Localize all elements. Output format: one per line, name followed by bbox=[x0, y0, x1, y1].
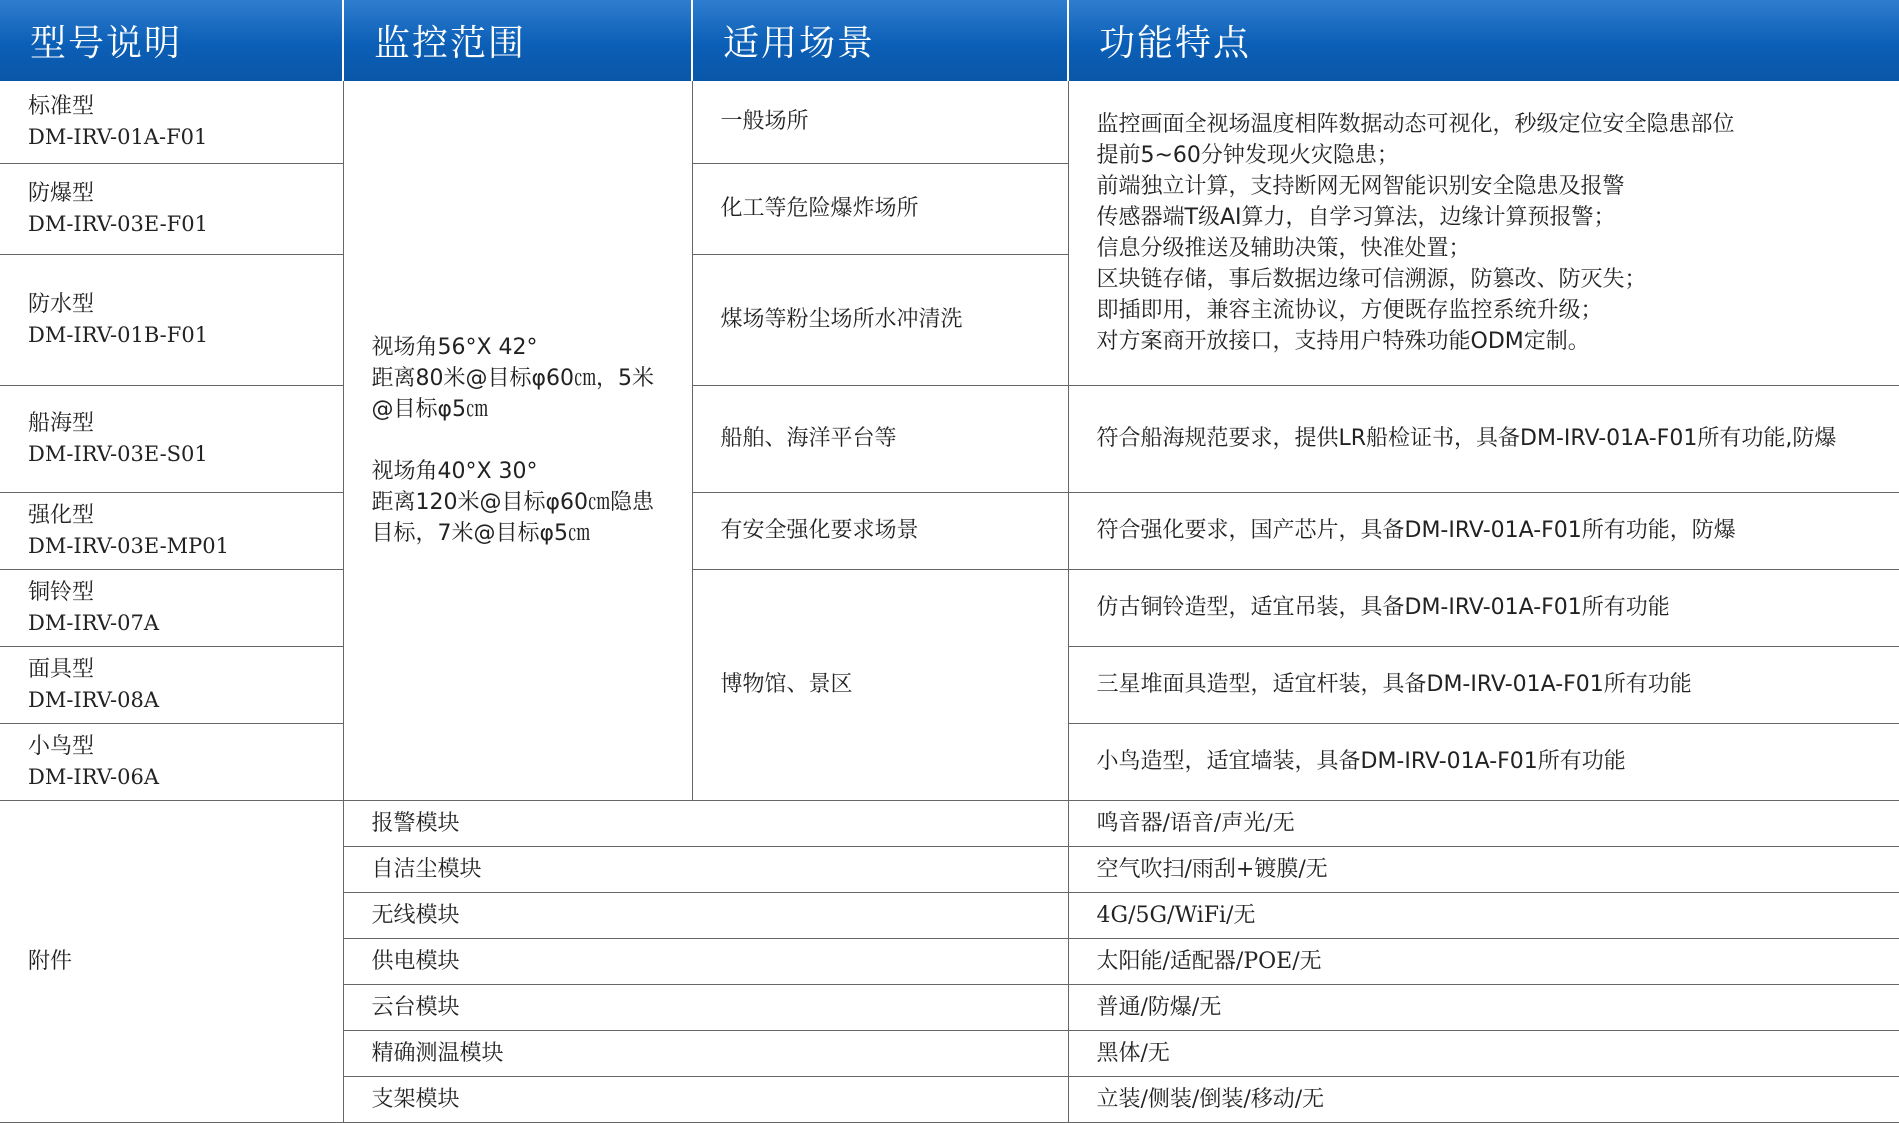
feature-cell: 符合强化要求，国产芯片，具备DM-IRV-01A-F01所有功能，防爆 bbox=[1068, 492, 1899, 569]
model-name: 强化型 bbox=[28, 502, 95, 528]
accessory-module: 支架模块 bbox=[343, 1076, 1068, 1122]
model-cell bbox=[0, 254, 343, 385]
feature-line: 监控画面全视场温度相阵数据动态可视化，秒级定位安全隐患部位 bbox=[1096, 111, 1735, 137]
accessory-module: 供电模块 bbox=[343, 938, 1068, 984]
model-cell bbox=[0, 492, 343, 569]
range-line: 视场角40°X 30° bbox=[371, 458, 538, 484]
table-row bbox=[0, 569, 1899, 646]
feature-cell: 小鸟造型，适宜墙装，具备DM-IRV-01A-F01所有功能 bbox=[1068, 723, 1899, 800]
range-line: @目标φ5㎝ bbox=[371, 396, 489, 422]
scene-cell: 煤场等粉尘场所水冲清洗 bbox=[692, 254, 1068, 385]
feature-line: 即插即用，兼容主流协议，方便既存监控系统升级； bbox=[1096, 297, 1603, 323]
model-name: 小鸟型 bbox=[28, 733, 95, 759]
monitoring-range-cell bbox=[343, 81, 692, 800]
header-model: 型号说明 bbox=[0, 0, 343, 81]
accessory-module: 云台模块 bbox=[343, 984, 1068, 1030]
accessory-options: 普通/防爆/无 bbox=[1068, 984, 1899, 1030]
accessory-options: 空气吹扫/雨刮+镀膜/无 bbox=[1068, 846, 1899, 892]
accessories-label: 附件 bbox=[0, 800, 343, 1122]
accessory-options: 立装/侧装/倒装/移动/无 bbox=[1068, 1076, 1899, 1122]
table-row bbox=[0, 81, 1899, 163]
feature-line: 对方案商开放接口，支持用户特殊功能ODM定制。 bbox=[1096, 328, 1590, 354]
model-code: DM-IRV-01B-F01 bbox=[28, 322, 209, 347]
table-row bbox=[0, 492, 1899, 569]
model-cell bbox=[0, 569, 343, 646]
scene-cell: 船舶、海洋平台等 bbox=[692, 385, 1068, 492]
feature-line: 提前5~60分钟发现火灾隐患； bbox=[1096, 142, 1399, 168]
model-cell bbox=[0, 385, 343, 492]
model-code: DM-IRV-01A-F01 bbox=[28, 124, 208, 149]
model-name: 面具型 bbox=[28, 656, 95, 682]
header-features: 功能特点 bbox=[1068, 0, 1899, 81]
model-name: 防爆型 bbox=[28, 180, 95, 206]
feature-line: 信息分级推送及辅助决策，快准处置； bbox=[1096, 235, 1471, 261]
model-code: DM-IRV-08A bbox=[28, 687, 160, 712]
range-line: 视场角56°X 42° bbox=[371, 334, 538, 360]
model-name: 船海型 bbox=[28, 410, 95, 436]
model-cell bbox=[0, 81, 343, 163]
model-cell bbox=[0, 163, 343, 254]
scene-cell: 博物馆、景区 bbox=[692, 569, 1068, 800]
model-code: DM-IRV-03E-F01 bbox=[28, 211, 208, 236]
range-line: 距离80米@目标φ60㎝，5米 bbox=[371, 365, 654, 391]
feature-cell: 符合船海规范要求，提供LR船检证书，具备DM-IRV-01A-F01所有功能,防爆 bbox=[1068, 385, 1899, 492]
scene-cell: 化工等危险爆炸场所 bbox=[692, 163, 1068, 254]
accessory-options: 鸣音器/语音/声光/无 bbox=[1068, 800, 1899, 846]
accessory-module: 无线模块 bbox=[343, 892, 1068, 938]
scene-cell: 一般场所 bbox=[692, 81, 1068, 163]
model-code: DM-IRV-03E-S01 bbox=[28, 441, 208, 466]
accessory-module: 精确测温模块 bbox=[343, 1030, 1068, 1076]
model-code: DM-IRV-06A bbox=[28, 764, 160, 789]
accessory-options: 黑体/无 bbox=[1068, 1030, 1899, 1076]
model-code: DM-IRV-07A bbox=[28, 610, 160, 635]
range-spacer bbox=[372, 425, 692, 456]
range-line: 距离120米@目标φ60㎝隐患 bbox=[371, 489, 654, 515]
header-scene: 适用场景 bbox=[692, 0, 1068, 81]
model-cell bbox=[0, 646, 343, 723]
model-name: 防水型 bbox=[28, 291, 95, 317]
feature-line: 前端独立计算，支持断网无网智能识别安全隐患及报警 bbox=[1096, 173, 1625, 199]
feature-line: 传感器端T级AI算力，自学习算法，边缘计算预报警； bbox=[1096, 204, 1616, 230]
header-range: 监控范围 bbox=[343, 0, 692, 81]
model-cell bbox=[0, 723, 343, 800]
accessory-options: 太阳能/适配器/POE/无 bbox=[1068, 938, 1899, 984]
model-code: DM-IRV-03E-MP01 bbox=[28, 533, 230, 558]
table-row bbox=[0, 800, 1899, 846]
accessory-module: 报警模块 bbox=[343, 800, 1068, 846]
table-row bbox=[0, 385, 1899, 492]
header-row bbox=[0, 0, 1899, 81]
accessory-options: 4G/5G/WiFi/无 bbox=[1068, 892, 1899, 938]
range-line: 目标，7米@目标φ5㎝ bbox=[371, 520, 591, 546]
model-name: 铜铃型 bbox=[28, 579, 95, 605]
model-name: 标准型 bbox=[28, 93, 95, 119]
features-standard-cell bbox=[1068, 81, 1899, 385]
scene-cell: 有安全强化要求场景 bbox=[692, 492, 1068, 569]
feature-line: 区块链存储，事后数据边缘可信溯源，防篡改、防灭失； bbox=[1096, 266, 1647, 292]
feature-cell: 三星堆面具造型，适宜杆装，具备DM-IRV-01A-F01所有功能 bbox=[1068, 646, 1899, 723]
accessory-module: 自洁尘模块 bbox=[343, 846, 1068, 892]
feature-cell: 仿古铜铃造型，适宜吊装，具备DM-IRV-01A-F01所有功能 bbox=[1068, 569, 1899, 646]
